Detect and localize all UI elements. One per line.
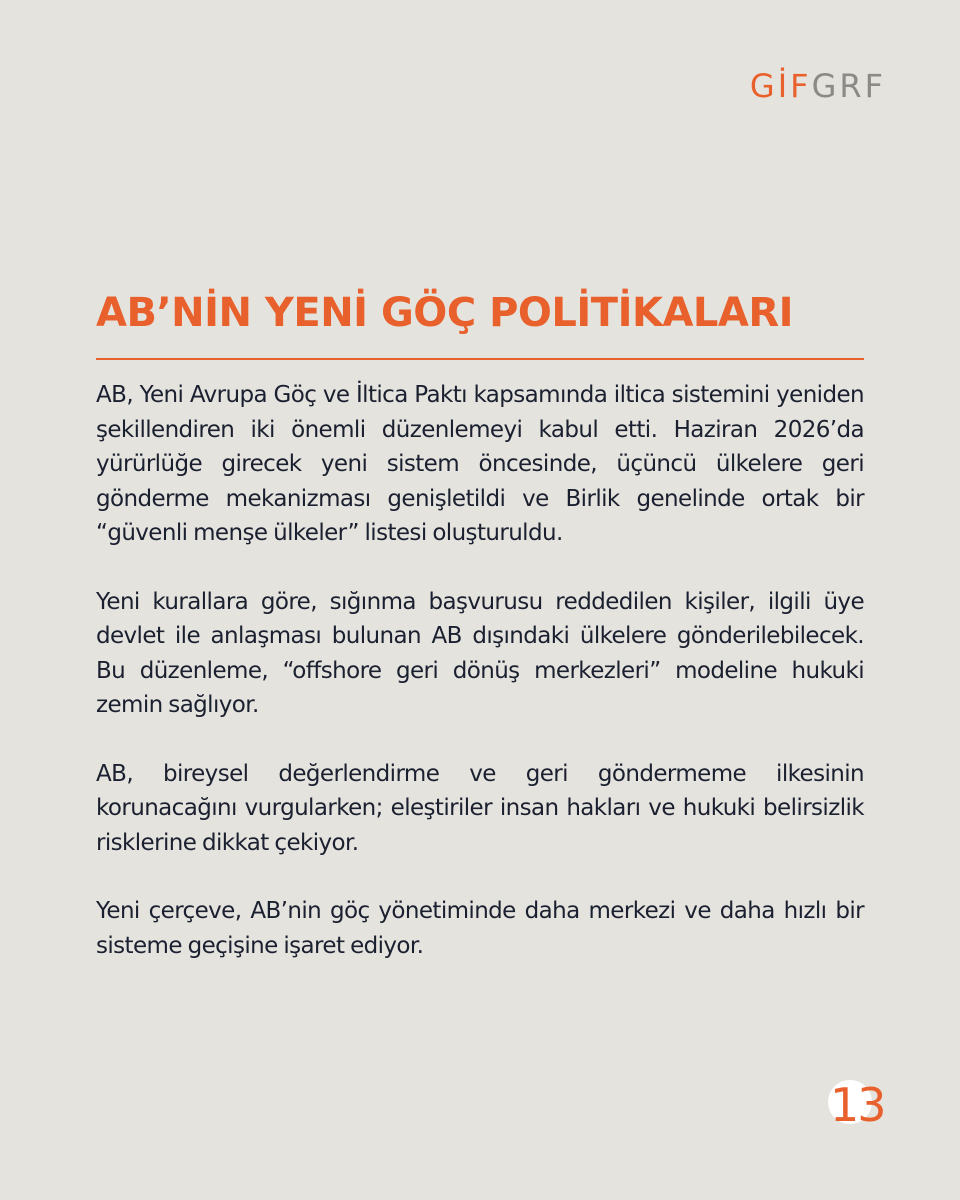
logo-text-gray: GRF (811, 67, 886, 105)
paragraph-3: AB, bireysel değerlendirme ve geri göndermeme ilkesinin korunacağını vurgularken; eleştiriler insan hakları ve hukuki belirsizlik risklerine dikkat çekiyor. (96, 760, 864, 856)
page-number-badge (828, 1078, 885, 1134)
paragraph-2: Yeni kurallara göre, sığınma başvurusu reddedilen kişiler, ilgili üye devlet ile anlaşması bulunan AB dışındaki ülkelere gönderilebilecek. Bu düzenleme, “offshore geri dönüş merkezleri” modeline hukuki zemin sağlıyor. (96, 588, 864, 718)
page-title: AB’NİN YENİ GÖÇ POLİTİKALARI (96, 290, 794, 336)
article-body (96, 378, 864, 997)
title-divider (96, 358, 864, 360)
brand-logo (749, 67, 886, 105)
paragraph-4: Yeni çerçeve, AB’nin göç yönetiminde daha merkezi ve daha hızlı bir sisteme geçişine işaret ediyor. (96, 898, 864, 959)
page-number: 13 (830, 1078, 885, 1132)
paragraph-1: AB, Yeni Avrupa Göç ve İltica Paktı kapsamında iltica sistemini yeniden şekillendiren iki önemli düzenlemeyi kabul etti. Haziran 2026’da yürürlüğe girecek yeni sistem öncesinde, üçüncü ülkelere geri gönderme mekanizması genişletildi ve Birlik genelinde ortak bir “güvenli menşe ülkeler” listesi oluşturuldu. (96, 382, 864, 546)
logo-text-accent: GİF (749, 67, 812, 105)
